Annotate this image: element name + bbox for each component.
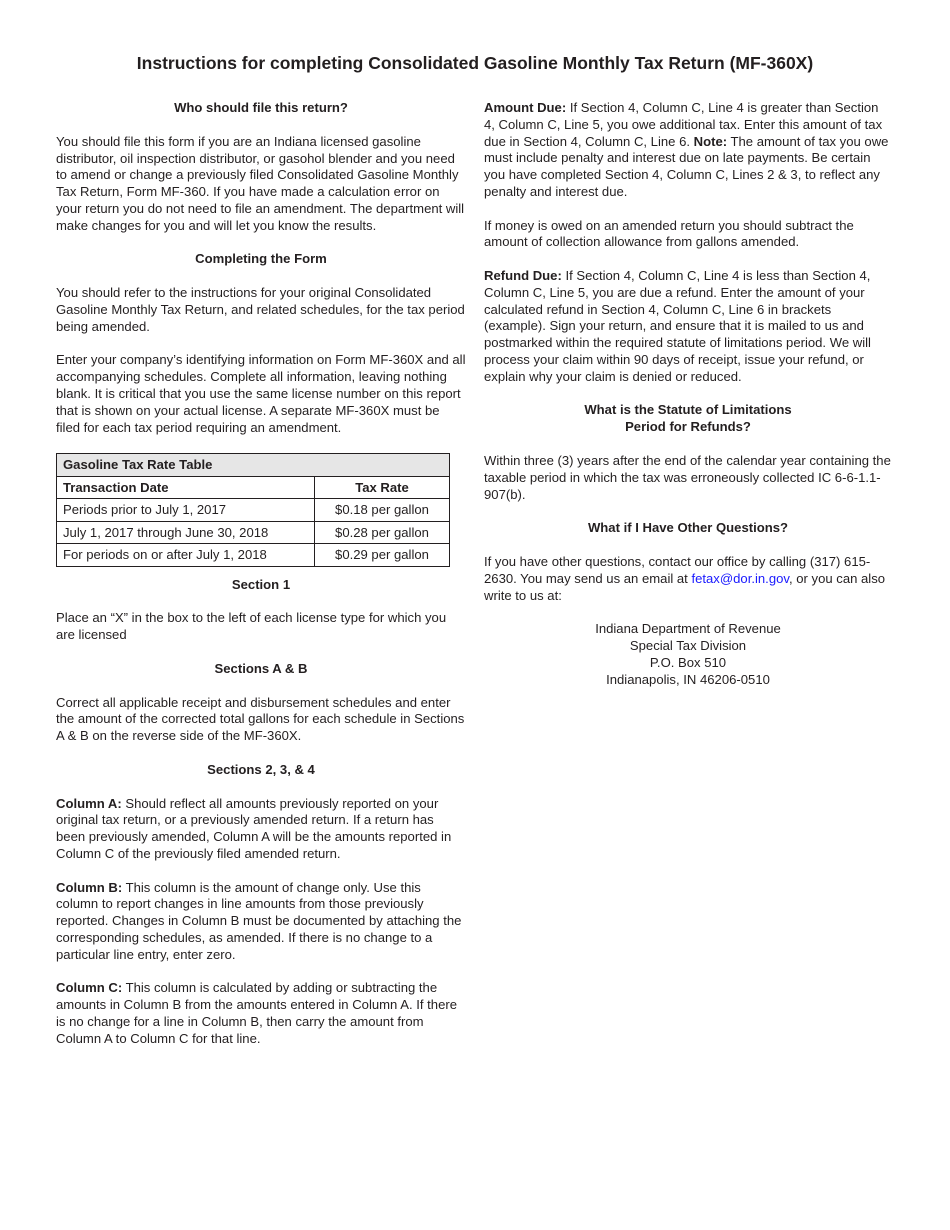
refund-due-paragraph (484, 268, 892, 386)
questions-text-2: , or you can also write to us at: (484, 570, 886, 603)
column-a-paragraph (56, 796, 466, 863)
tax-rate-table-caption: Gasoline Tax Rate Table (57, 454, 450, 477)
statute-heading-line1: What is the Statute of Limitations (584, 402, 792, 418)
row-rate: $0.18 per gallon (315, 499, 450, 522)
address-line: Indiana Department of Revenue (595, 621, 781, 637)
row-date: Periods prior to July 1, 2017 (57, 499, 315, 522)
left-column (56, 100, 466, 1064)
who-text: You should file this form if you are an Indiana licensed gasoline distributor, oil inspection distributor, or gasohol blender and you need to amend or change a previously filed Consolidated Gasoline Monthly Tax Return, Form MF-360. If you have made a calculation error on your return you do not need to file an amendment. The department will make changes for you and will let you know the results. (56, 133, 465, 233)
column-c-paragraph (56, 980, 466, 1047)
refund-due-label: Refund Due: (484, 267, 562, 283)
statute-text: Within three (3) years after the end of the calendar year containing the taxable period in which the tax was erroneously collected IC 6-6-1.1-907(b). (484, 452, 891, 502)
section1-text: Place an “X” in the box to the left of each license type for which you are licensed (56, 610, 447, 643)
amount-due-text-2: The amount of tax you owe must include penalty and interest due on late payments. Be certain you have completed Section 4, Column C, Lines 2 & 3, to reflect any penalty and interest due. (484, 133, 889, 199)
row-date: July 1, 2017 through June 30, 2018 (57, 521, 315, 544)
sections-ab-heading: Sections A & B (214, 660, 308, 676)
row-rate: $0.28 per gallon (315, 521, 450, 544)
right-column (484, 100, 892, 688)
statute-heading-line2: Period for Refunds? (625, 419, 751, 435)
completing-heading: Completing the Form (195, 251, 327, 267)
column-a-text: Should reflect all amounts previously reported on your original tax return, or a previously amended return. If a return has been previously amended, Column A will be the amounts reported in Column C of the previously filed amended return. (56, 795, 452, 861)
note-label: Note: (693, 133, 728, 149)
column-b-text: This column is the amount of change only. Use this column to report changes in line amounts from those previously reported. Changes in Column B must be documented by attaching the corresponding schedules, as amended. If there is no change to a particular line entry, enter zero. (56, 879, 462, 962)
refund-due-text: If Section 4, Column C, Line 4 is less than Section 4, Column C, Line 5, you are due a refund. Enter the amount of your calculated refund in Section 4, Column C, Line 6 in brackets (example). Sign your return, and ensure that it is mailed to us and postmarked within the required statute of limitations period. We will process your claim within 90 days of receipt, issue your refund, or explain why your claim is denied or reduced. (484, 267, 871, 384)
page-title: Instructions for completing Consolidated Gasoline Monthly Tax Return (MF-360X) (136, 53, 814, 73)
amount-due-label: Amount Due: (484, 100, 567, 115)
statute-heading (484, 402, 892, 436)
money-owed-text: If money is owed on an amended return you should subtract the amount of collection allowance from gallons amended. (484, 217, 854, 250)
table-row (57, 544, 450, 567)
row-date: For periods on or after July 1, 2018 (57, 544, 315, 567)
table-row (57, 521, 450, 544)
sections-234-heading: Sections 2, 3, & 4 (207, 761, 315, 777)
column-b-label: Column B: (56, 879, 123, 895)
address-line: Special Tax Division (629, 637, 747, 653)
section1-heading: Section 1 (231, 576, 291, 592)
address-line: P.O. Box 510 (649, 654, 727, 670)
completing-text-1: You should refer to the instructions for your original Consolidated Gasoline Monthly Tax Return, and related schedules, for the tax period being amended. (56, 285, 465, 334)
row-rate: $0.29 per gallon (315, 544, 450, 567)
column-c-label: Column C: (56, 980, 123, 996)
amount-due-paragraph (484, 100, 892, 201)
sections-ab-text: Correct all applicable receipt and disbursement schedules and enter the amount of the corrected total gallons for each schedule in Sections A & B on the reverse side of the MF-360X. (56, 694, 465, 744)
mailing-address (484, 621, 892, 688)
address-line: Indianapolis, IN 46206-0510 (606, 671, 770, 687)
column-a-label: Column A: (56, 795, 122, 811)
column-c-text: This column is calculated by adding or subtracting the amounts in Column B from the amounts entered in Column A. If there is no change for a line in Column B, then carry the amount from Column A to Column C for that line. (56, 980, 458, 1046)
tax-rate-table (56, 453, 450, 567)
questions-paragraph (484, 554, 892, 604)
questions-text-1: If you have other questions, contact our office by calling (317) 615-2630. You may send us an email at (484, 553, 871, 586)
questions-heading: What if I Have Other Questions? (587, 520, 789, 536)
completing-text-2: Enter your company’s identifying information on Form MF-360X and all accompanying schedules. Complete all information, leaving nothing blank. It is critical that you use the same license number on this report that is shown on your actual license. A separate MF-360X must be filed for each tax period requiring an amendment. (56, 352, 466, 435)
column-b-paragraph (56, 880, 466, 964)
who-heading: Who should file this return? (174, 100, 348, 115)
amount-due-text-1: If Section 4, Column C, Line 4 is greater than Section 4, Column C, Line 5, you owe additional tax. Enter this amount of tax due in Section 4, Column C, Line 6. (484, 100, 883, 149)
header-tax-rate: Tax Rate (315, 476, 450, 499)
header-transaction-date: Transaction Date (57, 476, 315, 499)
email-link[interactable]: fetax@dor.in.gov (691, 570, 789, 586)
table-row (57, 499, 450, 522)
